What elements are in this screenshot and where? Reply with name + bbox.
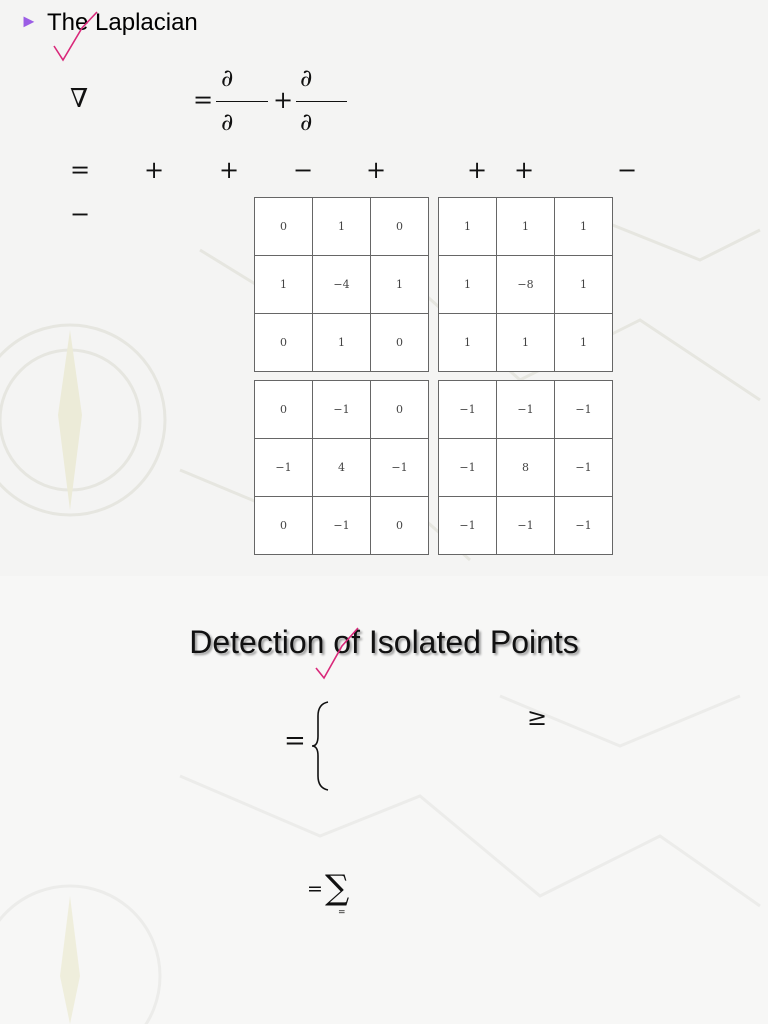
- mask-cell: −1: [497, 497, 555, 555]
- mask-cell: −1: [313, 381, 371, 439]
- mask-cell: 1: [255, 256, 313, 314]
- mask-cell: 1: [313, 198, 371, 256]
- isolated-points-slide: [0, 576, 768, 1024]
- mask-cell: −1: [371, 439, 429, 497]
- mask-cell: 0: [255, 381, 313, 439]
- mask-cell: 1: [555, 256, 613, 314]
- mask-cell: −1: [255, 439, 313, 497]
- operator-minus: −: [617, 156, 638, 184]
- mask-cell: −1: [555, 439, 613, 497]
- check-mark-icon: [312, 624, 362, 682]
- geq-symbol: ≥: [527, 703, 548, 731]
- operator-minus: −: [70, 200, 91, 228]
- mask-cell: 1: [555, 314, 613, 372]
- slide-heading: The Laplacian: [47, 9, 198, 36]
- mask-cell: −1: [439, 497, 497, 555]
- operator-plus: +: [514, 156, 535, 184]
- operator-plus: +: [219, 156, 240, 184]
- summation-subscript: =: [338, 908, 346, 918]
- mask-cell: 1: [439, 256, 497, 314]
- mask-cell: 1: [497, 314, 555, 372]
- mask-cell: −1: [555, 497, 613, 555]
- laplacian-mask-neg4: [254, 380, 429, 555]
- partial-numerator-2: ∂: [300, 64, 313, 92]
- operator-equals: =: [70, 156, 91, 184]
- partial-denominator-2: ∂: [300, 108, 313, 136]
- left-brace: [310, 700, 332, 792]
- partial-numerator-1: ∂: [221, 64, 234, 92]
- mask-cell: −4: [313, 256, 371, 314]
- mask-cell: 1: [497, 198, 555, 256]
- mask-cell: −1: [497, 381, 555, 439]
- operator-plus: +: [144, 156, 165, 184]
- mask-cell: 1: [313, 314, 371, 372]
- partial-denominator-1: ∂: [221, 108, 234, 136]
- plus-sign: +: [273, 86, 294, 114]
- laplacian-mask-neg8: [438, 380, 613, 555]
- mask-cell: −1: [555, 381, 613, 439]
- mask-cell: −8: [497, 256, 555, 314]
- mask-cell: 0: [255, 198, 313, 256]
- fraction-bar-2: [296, 101, 347, 102]
- fraction-bar-1: [216, 101, 268, 102]
- mask-cell: 1: [555, 198, 613, 256]
- summation-symbol: ∑: [325, 868, 350, 908]
- mask-cell: 1: [371, 256, 429, 314]
- bullet-arrow-icon: ►: [20, 11, 38, 31]
- equals-sign: =: [307, 878, 323, 900]
- slide-title: Detection of Isolated Points: [189, 624, 579, 660]
- equals-sign: =: [193, 86, 214, 114]
- operator-plus: +: [467, 156, 488, 184]
- mask-cell: −1: [439, 439, 497, 497]
- mask-cell: 1: [439, 314, 497, 372]
- laplacian-mask-4: [254, 197, 429, 372]
- mask-cell: 1: [439, 198, 497, 256]
- mask-cell: 0: [255, 497, 313, 555]
- operator-plus: +: [366, 156, 387, 184]
- check-mark-icon: [50, 8, 106, 64]
- laplacian-mask-8: [438, 197, 613, 372]
- mask-cell: 0: [255, 314, 313, 372]
- mask-cell: 4: [313, 439, 371, 497]
- mask-cell: 0: [371, 497, 429, 555]
- mask-cell: −1: [439, 381, 497, 439]
- nabla-symbol: ∇: [70, 84, 89, 114]
- mask-cell: 0: [371, 381, 429, 439]
- mask-cell: 8: [497, 439, 555, 497]
- equals-sign: =: [284, 726, 306, 756]
- mask-cell: 0: [371, 314, 429, 372]
- operator-minus: −: [293, 156, 314, 184]
- mask-cell: 0: [371, 198, 429, 256]
- mask-cell: −1: [313, 497, 371, 555]
